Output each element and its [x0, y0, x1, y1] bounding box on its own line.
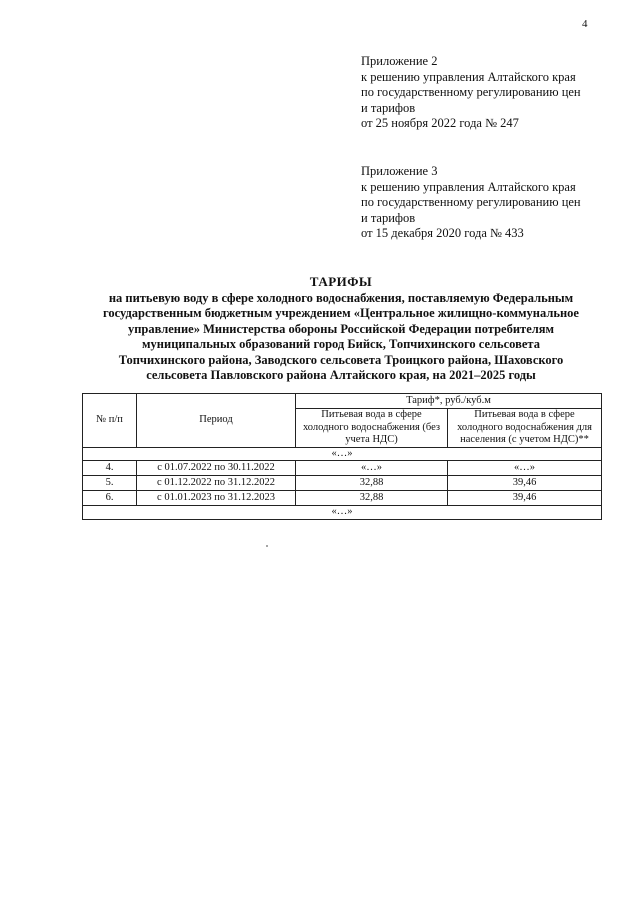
table-row: [83, 491, 602, 506]
appendix-3-line: от 15 декабря 2020 года № 433: [361, 226, 524, 240]
appendix-3-header: [361, 164, 581, 242]
appendix-3-line: и тарифов: [361, 210, 416, 225]
page-number: 4: [582, 18, 588, 30]
table-ellipsis-top: «…»: [83, 447, 602, 461]
title-line: муниципальных образований город Бийск, Топчихинского сельсовета: [142, 337, 540, 351]
appendix-3-line: по государственному регулированию цен: [361, 195, 581, 209]
title-line: государственным бюджетным учреждением «Центральное жилищно-коммунальное: [103, 306, 579, 320]
appendix-2-header: [361, 54, 581, 132]
appendix-2-line: по государственному регулированию цен: [361, 85, 581, 99]
header-number: № п/п: [83, 394, 137, 448]
tariffs-table: [82, 393, 602, 520]
cell-period: с 01.12.2022 по 31.12.2022: [137, 476, 296, 491]
scan-speck: [266, 545, 268, 547]
cell-number: 5.: [83, 476, 137, 491]
appendix-3-line: к решению управления Алтайского края: [361, 179, 576, 194]
appendix-2-line: Приложение 2: [361, 54, 438, 68]
cell-with-vat: «…»: [448, 461, 602, 476]
title-line: управление» Министерства обороны Российской Федерации потребителям: [127, 321, 555, 336]
table-row: [83, 461, 602, 476]
header-tariff-group: Тариф*, руб./куб.м: [296, 394, 602, 409]
cell-with-vat: 39,46: [448, 476, 602, 491]
title-line: на питьевую воду в сфере холодного водоснабжения, поставляемую Федеральным: [108, 290, 574, 305]
appendix-3-line: Приложение 3: [361, 164, 438, 178]
cell-number: 6.: [83, 491, 137, 506]
header-with-vat: Питьевая вода в сфере холодного водоснабжения для населения (с учетом НДС)**: [448, 409, 602, 448]
cell-without-vat: 32,88: [296, 476, 448, 491]
cell-number: 4.: [83, 461, 137, 476]
cell-without-vat: 32,88: [296, 491, 448, 506]
header-without-vat: Питьевая вода в сфере холодного водоснабжения (без учета НДС): [296, 409, 448, 448]
appendix-2-line: от 25 ноября 2022 года № 247: [361, 116, 519, 130]
cell-period: с 01.01.2023 по 31.12.2023: [137, 491, 296, 506]
title-line: сельсовета Павловского района Алтайского края, на 2021–2025 годы: [146, 368, 536, 382]
appendix-2-line: к решению управления Алтайского края: [361, 69, 576, 84]
document-title-block: [80, 274, 602, 384]
appendix-2-line: и тарифов: [361, 100, 416, 115]
document-title: ТАРИФЫ: [309, 274, 373, 289]
cell-with-vat: 39,46: [448, 491, 602, 506]
cell-without-vat: «…»: [296, 461, 448, 476]
header-period: Период: [137, 394, 296, 448]
table-ellipsis-bottom: «…»: [83, 506, 602, 520]
cell-period: с 01.07.2022 по 30.11.2022: [137, 461, 296, 476]
table-row: [83, 476, 602, 491]
title-line: Топчихинского района, Заводского сельсовета Троицкого района, Шаховского: [118, 352, 564, 367]
